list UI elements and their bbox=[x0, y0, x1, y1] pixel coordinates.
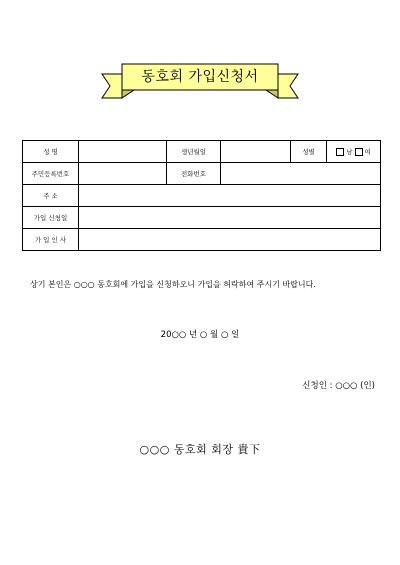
applicant-signature-line: 신청인 : ○○○ (인) bbox=[302, 381, 375, 391]
phone-field[interactable] bbox=[221, 163, 381, 185]
table-row bbox=[23, 141, 381, 163]
address-label: 주 소 bbox=[23, 185, 79, 207]
table-row bbox=[23, 207, 381, 229]
name-field[interactable] bbox=[79, 141, 167, 163]
male-checkbox[interactable] bbox=[336, 148, 344, 156]
title-banner bbox=[100, 60, 300, 104]
page-title: 동호회 가입신청서 bbox=[141, 69, 259, 85]
birthdate-field[interactable] bbox=[221, 141, 291, 163]
application-form-table bbox=[22, 140, 381, 251]
join-date-label: 가입 신청일 bbox=[23, 207, 79, 229]
gender-cell bbox=[327, 141, 381, 163]
gender-label: 성별 bbox=[291, 141, 327, 163]
birthdate-label: 생년월일 bbox=[167, 141, 221, 163]
female-label: 여 bbox=[364, 148, 371, 156]
declaration-text: 상기 본인은 ○○○ 동호회에 가입을 신청하오니 가입을 허락하여 주시기 바랍니다. bbox=[30, 280, 316, 289]
name-label: 성 명 bbox=[23, 141, 79, 163]
phone-label: 전화번호 bbox=[167, 163, 221, 185]
addressee-line: ○○○ 동호회 회장 貴下 bbox=[139, 443, 261, 456]
table-row bbox=[23, 163, 381, 185]
resident-id-field[interactable] bbox=[79, 163, 167, 185]
greeting-label: 가 입 인 사 bbox=[23, 229, 79, 251]
table-row bbox=[23, 185, 381, 207]
table-row bbox=[23, 229, 381, 251]
male-label: 남 bbox=[346, 148, 353, 156]
female-checkbox[interactable] bbox=[355, 148, 363, 156]
join-date-field[interactable] bbox=[79, 207, 381, 229]
greeting-field[interactable] bbox=[79, 229, 381, 251]
address-field[interactable] bbox=[79, 185, 381, 207]
resident-id-label: 주민등록번호 bbox=[23, 163, 79, 185]
date-line: 20○○ 년 ○ 월 ○ 일 bbox=[160, 330, 240, 340]
